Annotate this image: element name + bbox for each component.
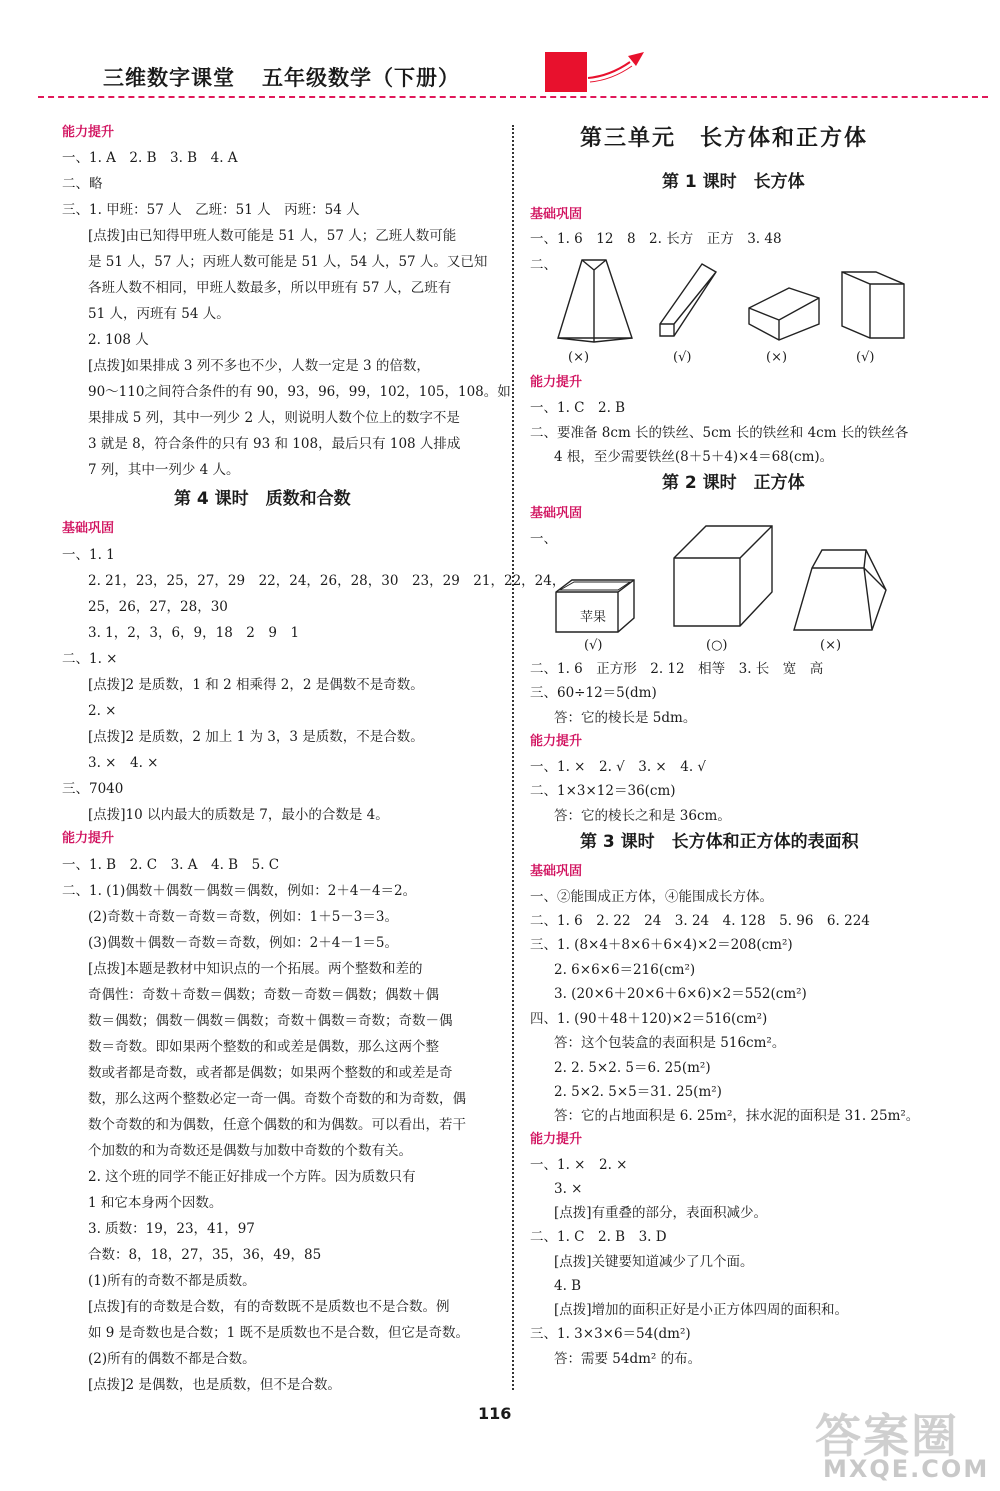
answer-line: 二、1×3×12＝36(cm) <box>530 783 676 799</box>
answer-line: (2)奇数＋奇数－奇数＝奇数，例如：1＋5－3＝3。 <box>88 909 398 925</box>
long-bar-figure <box>658 260 723 344</box>
hint-line: 51 人，丙班有 54 人。 <box>88 306 230 322</box>
watermark-url: MXQE.COM <box>823 1455 990 1483</box>
frustum-figure <box>554 256 639 348</box>
lesson-heading: 第 3 课时 长方体和正方体的表面积 <box>580 832 859 852</box>
answer-line: 二、1. × <box>62 651 118 667</box>
answer-line: 二、1. C 2. B 3. D <box>530 1229 667 1245</box>
answer-line: 2. 2. 5×2. 5＝6. 25(m²) <box>554 1060 711 1076</box>
answer-line: 一、1. A 2. B 3. B 4. A <box>62 150 238 166</box>
answer-line: 二、1. (1)偶数＋偶数－偶数＝偶数，例如：2＋4－4＝2。 <box>62 883 417 899</box>
hint-line: [点拨]2 是质数，2 加上 1 为 3，3 是质数，不是合数。 <box>88 729 424 745</box>
answer-line: 2. 108 人 <box>88 332 149 348</box>
answer-line: 二、1. 6 2. 22 24 3. 24 4. 128 5. 96 6. 224 <box>530 913 870 929</box>
answer-line: 2. 这个班的同学不能正好排成一个方阵。因为质数只有 <box>88 1169 416 1185</box>
answer-line: 答：它的棱长是 5dm。 <box>554 710 697 726</box>
answer-line: 一、 <box>530 531 557 547</box>
section-tag: 能力提升 <box>530 375 583 390</box>
hint-line: [点拨]由已知得甲班人数可能是 51 人，57 人；乙班人数可能 <box>88 228 457 244</box>
hint-line: 7 列，其中一列少 4 人。 <box>88 462 240 478</box>
lesson-heading: 第 2 课时 正方体 <box>662 473 805 493</box>
section-tag: 能力提升 <box>62 125 115 140</box>
watermark-logo: 答案圈 <box>815 1409 959 1463</box>
answer-line: 二、 <box>530 257 557 273</box>
box-label: 苹果 <box>580 610 607 625</box>
header-dashed-rule <box>38 96 988 98</box>
answer-line: 2. × <box>88 703 117 719</box>
book-title: 五年级数学（下册） <box>262 66 460 90</box>
answer-line: 二、要准备 8cm 长的铁丝、5cm 长的铁丝和 4cm 长的铁丝各 <box>530 425 909 441</box>
answer-line: (1)所有的奇数不都是质数。 <box>88 1273 256 1289</box>
column-divider <box>512 125 514 1390</box>
answer-line: 4 根，至少需要铁丝(8＋5＋4)×4＝68(cm)。 <box>554 449 834 465</box>
answer-line: 三、1. 3×3×6＝54(dm²) <box>530 1326 691 1342</box>
answer-line: 一、1. C 2. B <box>530 400 626 416</box>
hint-line: 数＝偶数；偶数－偶数＝偶数；奇数＋偶数＝奇数；奇数－偶 <box>88 1013 453 1029</box>
wedge-figure <box>745 284 825 344</box>
answer-line: 2. 21，23，25，27，29 22，24，26，28，30 23，29 21，22，24， <box>88 573 566 589</box>
answer-line: 二、1. 6 正方形 2. 12 相等 3. 长 宽 高 <box>530 661 824 677</box>
answer-line: 答：它的棱长之和是 36cm。 <box>554 808 731 824</box>
unit-heading: 第三单元 长方体和正方体 <box>580 126 869 151</box>
section-tag: 基础巩固 <box>530 864 583 879</box>
figure-caption: (√) <box>856 350 875 365</box>
answer-line: (2)所有的偶数不都是合数。 <box>88 1351 256 1367</box>
figure-caption: (×) <box>820 638 842 653</box>
answer-line: 3. 1，2，3，6，9，18 2 9 1 <box>88 625 300 641</box>
answer-line: 答：它的占地面积是 6. 25m²，抹水泥的面积是 31. 25m²。 <box>554 1108 920 1124</box>
section-tag: 能力提升 <box>530 734 583 749</box>
answer-line: 三、1. (8×4＋8×6＋6×4)×2＝208(cm²) <box>530 937 793 953</box>
answer-line: 2. 6×6×6＝216(cm²) <box>554 962 696 978</box>
answer-line: 三、1. 甲班：57 人 乙班：51 人 丙班：54 人 <box>62 202 360 218</box>
answer-line: 一、1. × 2. × <box>530 1157 628 1173</box>
cuboid-figure <box>838 268 910 342</box>
answer-line: 25，26，27，28，30 <box>88 599 228 615</box>
answer-line: 一、1. 1 <box>62 547 115 563</box>
answer-line: 4. B <box>554 1278 582 1294</box>
answer-line: 答：这个包装盒的表面积是 516cm²。 <box>554 1035 786 1051</box>
hint-line: [点拨]有的奇数是合数，有的奇数既不是质数也不是合数。例 <box>88 1299 450 1315</box>
hint-line: 是 51 人，57 人；丙班人数可能是 51 人，54 人，57 人。又已知 <box>88 254 488 270</box>
figure-caption: (√) <box>673 350 692 365</box>
hint-line: 数个奇数的和为偶数，任意个偶数的和为偶数。可以看出，若干 <box>88 1117 466 1133</box>
hint-line: [点拨]如果排成 3 列不多也不少，人数一定是 3 的倍数， <box>88 358 430 374</box>
hint-line: [点拨]2 是质数，1 和 2 相乘得 2，2 是偶数不是奇数。 <box>88 677 424 693</box>
hint-line: [点拨]关键要知道减少了几个面。 <box>554 1254 754 1270</box>
answer-line: 一、1. × 2. √ 3. × 4. √ <box>530 759 707 775</box>
hint-line: [点拨]增加的面积正好是小正方体四周的面积和。 <box>554 1302 849 1318</box>
hint-line: [点拨]有重叠的部分，表面积减少。 <box>554 1205 768 1221</box>
answer-line: 四、1. (90＋48＋120)×2＝516(cm²) <box>530 1011 768 1027</box>
watermark <box>815 1400 990 1483</box>
hint-line: [点拨]本题是教材中知识点的一个拓展。两个整数和差的 <box>88 961 423 977</box>
cube-figure <box>670 522 776 632</box>
answer-line: 二、略 <box>62 176 103 192</box>
answer-line: 3. 质数：19，23，41，97 <box>88 1221 255 1237</box>
answer-line: 一、②能围成正方体，④能围成长方体。 <box>530 889 773 905</box>
answer-line: 3. (20×6＋20×6＋6×6)×2＝552(cm²) <box>554 986 807 1002</box>
answer-line: 一、1. 6 12 8 2. 长方 正方 3. 48 <box>530 231 782 247</box>
section-tag: 基础巩固 <box>62 521 115 536</box>
answer-line: 3. × 4. × <box>88 755 159 771</box>
section-tag: 基础巩固 <box>530 506 583 521</box>
hint-line: 90～110之间符合条件的有 90，93，96，99，102，105，108。如 <box>88 384 511 400</box>
lesson-heading: 第 1 课时 长方体 <box>662 172 805 192</box>
hint-line: 果排成 5 列，其中一列少 2 人，则说明人数个位上的数字不是 <box>88 410 460 426</box>
page-header <box>0 0 1000 110</box>
hint-line: 如 9 是奇数也是合数；1 既不是质数也不是合数，但它是奇数。 <box>88 1325 470 1341</box>
page-number: 116 <box>478 1404 512 1423</box>
series-title: 三维数字课堂 <box>103 66 235 90</box>
rocket-icon <box>580 48 650 88</box>
hint-line: [点拨]2 是偶数，也是质数，但不是合数。 <box>88 1377 341 1393</box>
figure-caption: (×) <box>568 350 590 365</box>
hint-line: 各班人数不相同，甲班人数最多，所以甲班有 57 人，乙班有 <box>88 280 452 296</box>
section-tag: 能力提升 <box>62 831 115 846</box>
lesson-heading: 第 4 课时 质数和合数 <box>174 489 351 509</box>
section-tag: 能力提升 <box>530 1132 583 1147</box>
answer-line: 三、60÷12＝5(dm) <box>530 685 657 701</box>
hint-line: 个加数的和为奇数还是偶数与加数中奇数的个数有关。 <box>88 1143 412 1159</box>
answer-line: 三、7040 <box>62 781 124 797</box>
frustum-figure-2 <box>790 546 890 634</box>
hint-line: 数，那么这两个整数必定一奇一偶。奇数个奇数的和为奇数，偶 <box>88 1091 466 1107</box>
answer-line: 合数：8，18，27，35，36，49，85 <box>88 1247 322 1263</box>
answer-line: 3. × <box>554 1181 583 1197</box>
hint-line: 数或者都是奇数，或者都是偶数；如果两个整数的和或差是奇 <box>88 1065 453 1081</box>
hint-line: 数＝奇数。即如果两个整数的和或差是偶数，那么这两个整 <box>88 1039 439 1055</box>
answer-line: 1 和它本身两个因数。 <box>88 1195 223 1211</box>
figure-caption: (○) <box>706 638 728 653</box>
answer-line: 一、1. B 2. C 3. A 4. B 5. C <box>62 857 280 873</box>
hint-line: 奇偶性：奇数＋奇数＝偶数；奇数－奇数＝偶数；偶数＋偶 <box>88 987 439 1003</box>
section-tag: 基础巩固 <box>530 207 583 222</box>
hint-line: 3 就是 8，符合条件的只有 93 和 108，最后只有 108 人排成 <box>88 436 461 452</box>
answer-line: (3)偶数＋偶数－奇数＝奇数，例如：2＋4－1＝5。 <box>88 935 398 951</box>
figure-caption: (√) <box>584 638 603 653</box>
answer-line: 2. 5×2. 5×5＝31. 25(m²) <box>554 1084 722 1100</box>
hint-line: [点拨]10 以内最大的质数是 7，最小的合数是 4。 <box>88 807 389 823</box>
answer-line: 答：需要 54dm² 的布。 <box>554 1351 702 1367</box>
figure-caption: (×) <box>766 350 788 365</box>
